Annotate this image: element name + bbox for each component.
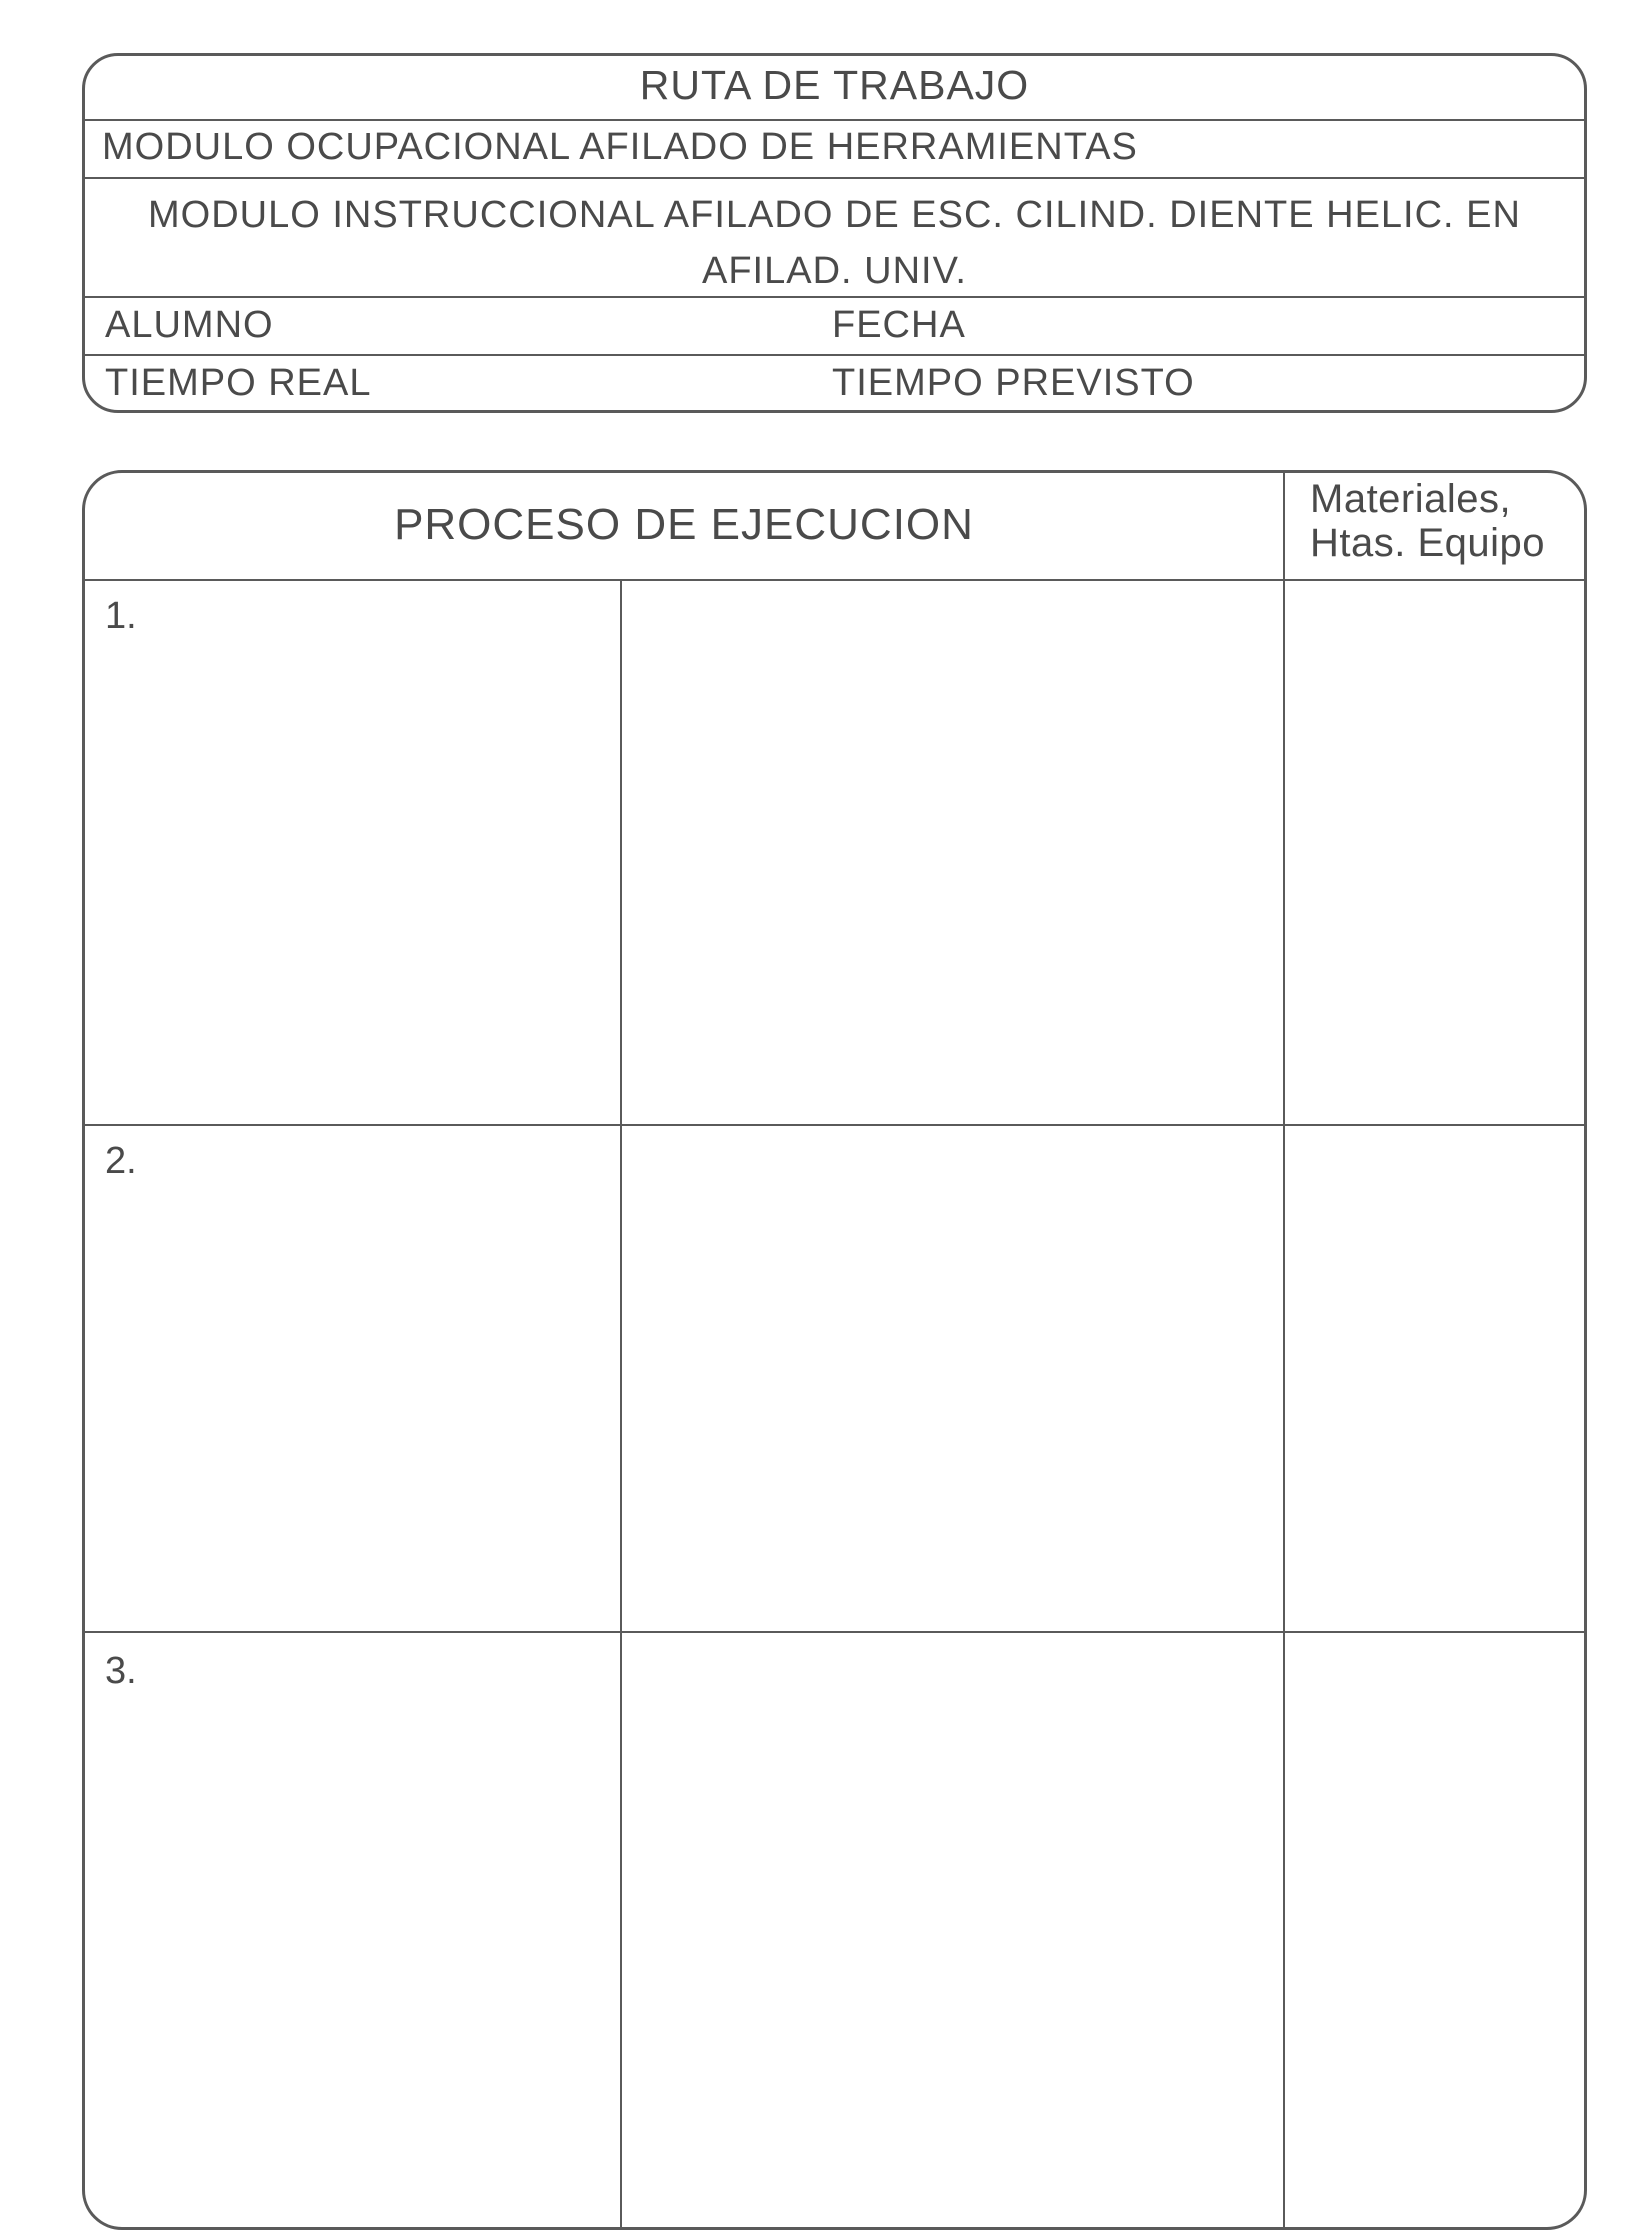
instructional-module-label: MODULO INSTRUCCIONAL AFILADO DE ESC. CILIND. DIENTE HELIC. EN AFILAD. UNIV.: [148, 194, 1521, 292]
page-title: RUTA DE TRABAJO: [639, 62, 1030, 108]
student-date-row: [85, 298, 1584, 356]
step-number-1: 1.: [105, 595, 137, 637]
process-title: PROCESO DE EJECUCION: [394, 500, 974, 549]
execution-process-table: [82, 470, 1587, 2230]
row-divider-2: [85, 1631, 1584, 1633]
title-row: [85, 56, 1584, 121]
time-row: [85, 356, 1584, 413]
student-label: ALUMNO: [105, 304, 274, 346]
step-column-divider: [620, 579, 622, 2227]
real-time-label: TIEMPO REAL: [105, 362, 372, 404]
work-route-header: [82, 53, 1587, 413]
instructional-module-row: [85, 179, 1584, 298]
materials-header: [1310, 477, 1545, 565]
materials-header-line2: Htas. Equipo: [1310, 521, 1546, 565]
step-number-2: 2.: [105, 1140, 137, 1182]
date-label: FECHA: [832, 304, 966, 346]
occupational-module-label: MODULO OCUPACIONAL AFILADO DE HERRAMIENTAS: [102, 126, 1138, 168]
materials-column-divider: [1283, 473, 1285, 2227]
materials-header-line1: Materiales,: [1310, 477, 1512, 521]
planned-time-label: TIEMPO PREVISTO: [832, 362, 1195, 404]
occupational-module-row: [85, 121, 1584, 179]
header-divider: [85, 579, 1584, 581]
row-divider-1: [85, 1124, 1584, 1126]
step-number-3: 3.: [105, 1650, 137, 1692]
